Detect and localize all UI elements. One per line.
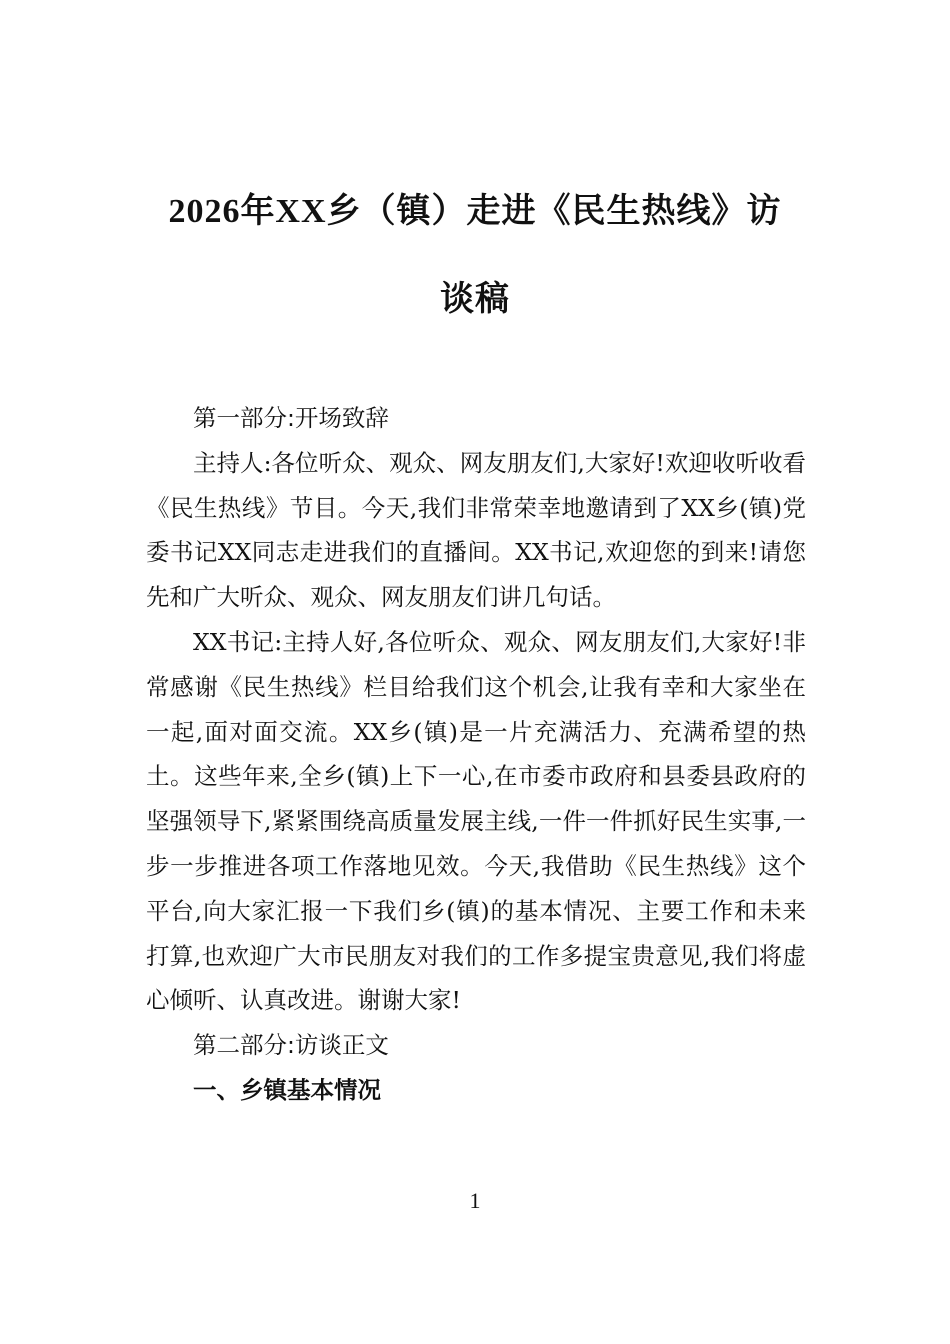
secretary-paragraph: XX书记:主持人好,各位听众、观众、网友朋友们,大家好!非常感谢《民生热线》栏目给我们这个机会,让我有幸和大家坐在一起,面对面交流。XX乡(镇)是一片充满活力、充满希望的热土。这些年来,全乡(镇)上下一心,在市委市政府和县委县政府的坚强领导下,紧紧围绕高质量发展主线,一件一件抓好民生实事,一步一步推进各项工作落地见效。今天,我借助《民生热线》这个平台,向大家汇报一下我们乡(镇)的基本情况、主要工作和未来打算,也欢迎广大市民朋友对我们的工作多提宝贵意见,我们将虚心倾听、认真改进。谢谢大家! <box>146 627 806 1015</box>
document-title <box>140 168 810 344</box>
part2-heading: 第二部分:访谈正文 <box>193 1031 389 1060</box>
part1-heading: 第一部分:开场致辞 <box>193 404 389 432</box>
page-number: 1 <box>469 1188 481 1213</box>
title-line-2: 谈稿 <box>440 281 510 318</box>
title-line-1: 2026年XX乡（镇）走进《民生热线》访 <box>168 193 782 230</box>
host-paragraph: 主持人:各位听众、观众、网友朋友们,大家好!欢迎收听收看《民生热线》节目。今天,我们非常荣幸地邀请到了XX乡(镇)党委书记XX同志走进我们的直播间。XX书记,欢迎您的到来!请您先和广大听众、观众、网友朋友们讲几句话。 <box>146 448 806 612</box>
section1-heading: 一、乡镇基本情况 <box>193 1075 381 1104</box>
document-body <box>146 396 806 1113</box>
